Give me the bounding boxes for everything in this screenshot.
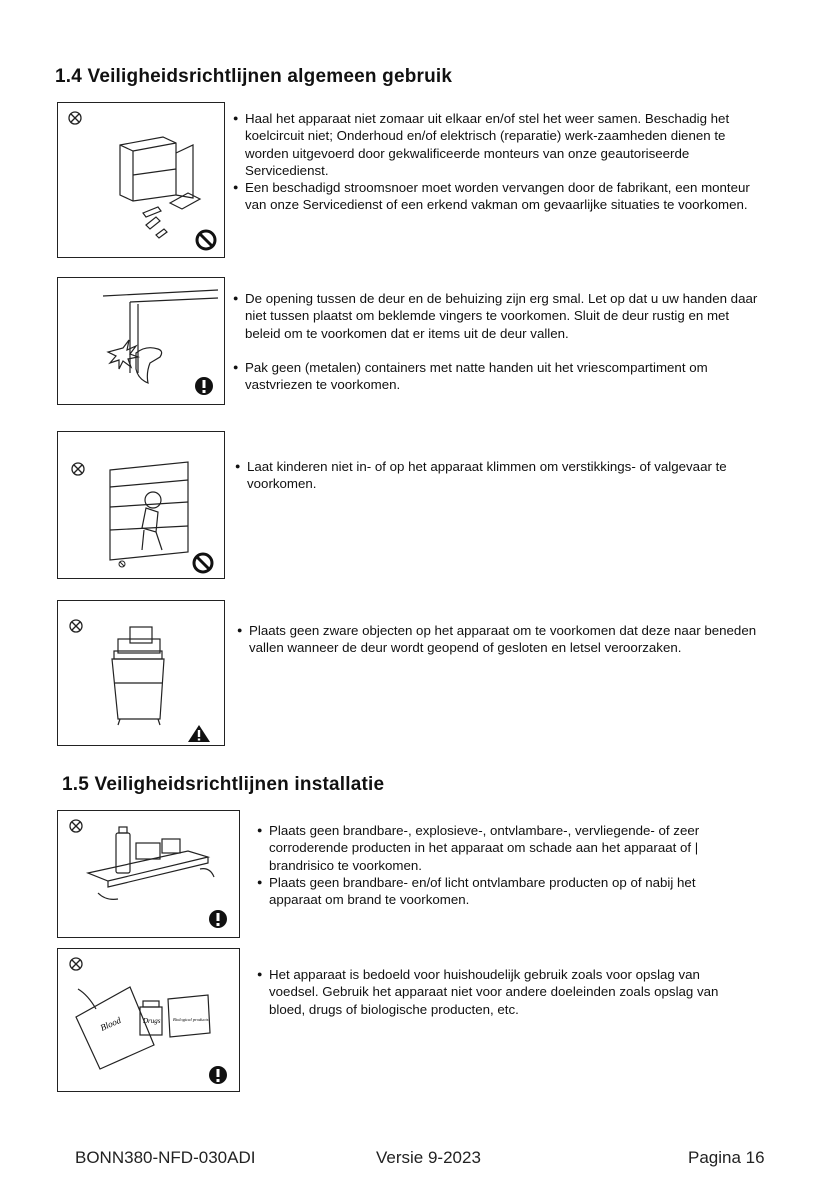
footer-model: BONN380-NFD-030ADI bbox=[75, 1148, 256, 1167]
list-item: ● Laat kinderen niet in- of op het apparaat klimmen om verstikkings- of valgevaar te voorkomen. bbox=[235, 458, 755, 493]
safety-text-household-use bbox=[257, 966, 737, 1018]
safety-text-heavy-objects bbox=[237, 622, 757, 657]
boxes-fridge-drawing bbox=[112, 627, 164, 725]
warning-exclamation-icon bbox=[209, 910, 227, 928]
prohibited-small-icon bbox=[72, 463, 84, 475]
blood-label: Blood bbox=[98, 1014, 123, 1033]
illustration-disassembly bbox=[57, 102, 225, 258]
list-item: ● Plaats geen brandbare- en/of licht ontvlambare producten op of nabij het apparaat om brand te voorkomen. bbox=[257, 874, 737, 909]
safety-text-flammable bbox=[257, 822, 737, 908]
list-item: ● Haal het apparaat niet zomaar uit elkaar en/of stel het weer samen. Beschadig het koelcircuit niet; Onderhoud en/of elektrisch (reparatie) werk-zaamheden dienen te worden uitgevoerd door gekwalificeerde monteurs van onze geautoriseerde Servicedienst. bbox=[233, 110, 768, 179]
footer-page-number: Pagina 16 bbox=[688, 1148, 765, 1167]
safety-text-door-gap bbox=[233, 290, 768, 393]
prohibited-small-icon bbox=[70, 820, 82, 832]
illustration-flammable bbox=[57, 810, 240, 938]
footer-version: Versie 9-2023 bbox=[376, 1148, 481, 1167]
section-heading-installation: 1.5 Veiligheidsrichtlijnen installatie bbox=[62, 774, 385, 795]
list-item: ● Pak geen (metalen) containers met natte handen uit het vriescompartiment om vastvriezen te voorkomen. bbox=[233, 359, 768, 394]
no-entry-icon bbox=[197, 231, 215, 249]
prohibited-small-icon bbox=[119, 561, 125, 567]
prohibited-small-icon bbox=[69, 112, 81, 124]
shelf-products-drawing bbox=[88, 827, 214, 899]
child-fridge-drawing bbox=[110, 462, 188, 560]
list-item: ● De opening tussen de deur en de behuizing zijn erg smal. Let op dat u uw handen daar niet tussen plaatst om beklemde vingers te voorkomen. Sluit de deur rustig en met beleid om te voorkomen dat er items uit de deur vallen. bbox=[233, 290, 768, 342]
safety-text-disassembly bbox=[233, 110, 768, 214]
illustration-children-climbing bbox=[57, 431, 225, 579]
bio-label: Biological products bbox=[173, 1017, 209, 1022]
prohibited-small-icon bbox=[70, 620, 82, 632]
warning-exclamation-icon bbox=[195, 377, 213, 395]
section-heading-general-use: 1.4 Veiligheidsrichtlijnen algemeen gebruik bbox=[55, 66, 453, 87]
blood-bag-drawing bbox=[76, 987, 210, 1069]
fridge-drawing bbox=[120, 137, 200, 238]
prohibited-small-icon bbox=[70, 958, 82, 970]
list-item: ● Een beschadigd stroomsnoer moet worden vervangen door de fabrikant, een monteur van onze Servicedienst of een erkend vakman om gevaarlijke situaties te voorkomen. bbox=[233, 179, 768, 214]
warning-triangle-icon bbox=[188, 725, 210, 742]
list-item: ● Het apparaat is bedoeld voor huishoudelijk gebruik zoals voor opslag van voedsel. Gebruik het apparaat niet voor andere doeleinden zoals opslag van bloed, drugs of biologische producten, etc. bbox=[257, 966, 737, 1018]
door-hand-drawing bbox=[103, 290, 218, 383]
list-item: ● Plaats geen brandbare-, explosieve-, ontvlambare-, vervliegende- of zeer corroderende producten in het apparaat om schade aan het apparaat of | brandrisico te voorkomen. bbox=[257, 822, 737, 874]
drugs-label: Drugs bbox=[143, 1017, 161, 1025]
no-entry-icon bbox=[194, 554, 212, 572]
illustration-door-gap bbox=[57, 277, 225, 405]
safety-text-children bbox=[235, 458, 755, 493]
warning-exclamation-icon bbox=[209, 1066, 227, 1084]
list-item: ● Plaats geen zware objecten op het apparaat om te voorkomen dat deze naar beneden vallen wanneer de deur wordt geopend of gesloten en letsel veroorzaken. bbox=[237, 622, 757, 657]
illustration-heavy-objects bbox=[57, 600, 225, 746]
illustration-household-use bbox=[57, 948, 240, 1092]
